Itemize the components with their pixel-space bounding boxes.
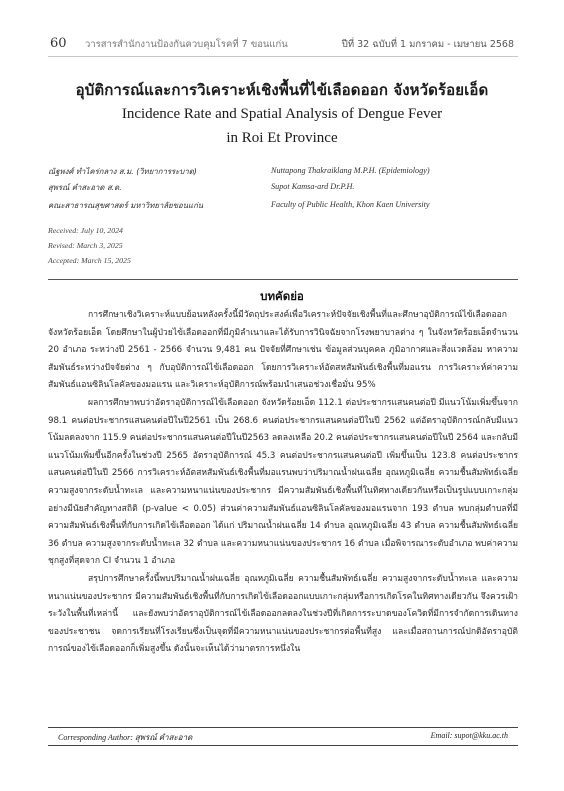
abstract-paragraph-2: ผลการศึกษาพบว่าอัตราอุบัติการณ์ไข้เลือดออก จังหวัดร้อยเอ็ด 112.1 ต่อประชากรแสนคนต่อปี มีแนวโน้มเพิ่มขึ้นจาก 98.1 คนต่อประชากรแสนคนต่อปีในปี2561 เป็น 268.6 คนต่อประชากรแสนคนต่อปีในปี 2562 แต่อัตราอุบัติการณ์กลับมีแนวโน้มลดลงจาก 115.9 คนต่อประชากรแสนคนต่อปีในปี2563 ลดลงเหลือ 20.2 คนต่อประชากรแสนคนต่อปีในปี 2564 และกลับมีแนวโน้มเพิ่มขึ้นอีกครั้งในช่วงปี 2565 อัตราอุบัติการณ์ 45.3 คนต่อประชากรแสนคนต่อปี เพิ่มขึ้นเป็น 123.8 คนต่อประชากรแสนคนต่อปีในปี 2566 การวิเคราะห์อัตสหสัมพันธ์เชิงพื้นที่มอแรนพบว่าปริมาณน้ำฝนเฉลี่ย อุณหภูมิเฉลี่ย ความชื้นสัมพัทธ์เฉลี่ย ความสูงจากระดับน้ำทะเล และความหนาแน่นของประชากร มีความสัมพันธ์เชิงพื้นที่ในทิศทางเดียวกันหรือเป็นรูปแบบเกาะกลุ่มอย่างมีนัยสำคัญทางสถิติ (p-value < 0.05) ส่วนค่าความสัมพันธ์แอนซิลินโลคัลของมอแรนจาก 193 ตำบล พบกลุ่มตำบลที่มีความสัมพันธ์เชิงพื้นที่กับการเกิดไข้เลือดออก ได้แก่ ปริมาณน้ำฝนเฉลี่ย 14 ตำบล อุณหภูมิเฉลี่ย 43 ตำบล ความชื้นสัมพัทธ์เฉลี่ย 36 ตำบล ความสูงจากระดับน้ำทะเล 32 ตำบล และความหนาแน่นของประชากร 16 ตำบล เมื่อพิจารณาระดับอำเภอ พบค่าความชุกสูงที่สุดจาก CI จำนวน 1 อำเภอ <box>48 397 518 567</box>
abstract-body <box>48 307 518 659</box>
received-date: Received: July 10, 2024 <box>48 226 123 235</box>
corresponding-author: Corresponding Author: สุพรณ์ คำสะอาด <box>58 733 193 742</box>
page-number: 60 <box>50 36 67 51</box>
journal-issue: ปีที่ 32 ฉบับที่ 1 มกราคม - เมษายน 2568 <box>341 39 514 50</box>
abstract-divider <box>48 279 518 280</box>
revised-date: Revised: March 3, 2025 <box>48 241 123 250</box>
title-english-line1: Incidence Rate and Spatial Analysis of Dengue Fever <box>121 106 443 122</box>
abstract-paragraph-3: สรุปการศึกษาครั้งนี้พบปริมาณน้ำฝนเฉลี่ย อุณหภูมิเฉลี่ย ความชื้นสัมพัทธ์เฉลี่ย ความสูงจากระดับน้ำทะเล และความหนาแน่นของประชากร มีความสัมพันธ์เชิงพื้นที่กับการเกิดไข้เลือดออกแบบเกาะกลุ่มหรือการเกิดโรคในทิศทางเดียวกัน จึงควรเฝ้าระวังในพื้นที่เหล่านี้ และยังพบว่าอัตราอุบัติการณ์ไข้เลือดออกลดลงในช่วงปีที่เกิดการระบาดของโควิดที่มีการจำกัดการเดินทางของประชาชน จดการเรียนที่โรงเรียนซึ่งเป็นจุดที่มีความหนาแน่นของประชากรต่อพื้นที่สูง และเมื่อสถานการณ์ปกติอัตราอุบัติการณ์ของไข้เลือดออกก็เพิ่มสูงขึ้น ดังนั้นจะเห็นได้ว่ามาตรการหนึ่งใน <box>48 573 518 655</box>
title-english-line2: in Roi Et Province <box>226 130 338 146</box>
title-thai: อุบัติการณ์และการวิเคราะห์เชิงพื้นที่ไข้เลือดออก จังหวัดร้อยเอ็ด <box>75 81 489 99</box>
author-english-1: Nuttapong Thakraiklang M.P.H. (Epidemiology) <box>271 166 430 175</box>
header-divider <box>48 56 518 57</box>
abstract-heading: บทคัดย่อ <box>260 289 304 303</box>
abstract-paragraph-1: การศึกษาเชิงวิเคราะห์แบบย้อนหลังครั้งนี้มีวัตถุประสงค์เพื่อวิเคราะห์ปัจจัยเชิงพื้นที่และศึกษาอุบัติการณ์ไข้เลือดออก จังหวัดร้อยเอ็ด โดยศึกษาในผู้ป่วยไข้เลือดออกที่มีภูมิลำเนาและได้รับการวินิจฉัยจากโรงพยาบาลต่าง ๆ ในจังหวัดร้อยเอ็ดจำนวน 20 อำเภอ ระหว่างปี 2561 - 2566 จำนวน 9,481 คน ปัจจัยที่ศึกษาเช่น ข้อมูลส่วนบุคคล ภูมิอากาศและสิ่งแวดล้อม หาความสัมพันธ์ระหว่างปัจจัยต่าง ๆ กับอุบัติการณ์ไข้เลือดออก โดยการวิเคราะห์อัตสหสัมพันธ์เชิงพื้นที่มอแรน การวิเคราะห์ค่าความสัมพันธ์แอนซิลินโลคัลของมอแรน และวิเคราะห์อุบัติการณ์พร้อมนำเสนอช่วงเชื่อมั่น 95% <box>48 310 518 391</box>
affiliation-english: Faculty of Public Health, Khon Kaen University <box>271 200 430 209</box>
accepted-date: Accepted: March 15, 2025 <box>48 256 131 265</box>
title-english <box>60 102 504 150</box>
author-english-2: Supot Kamsa-ard Dr.P.H. <box>271 182 355 191</box>
journal-name: วารสารสำนักงานป้องกันควบคุมโรคที่ 7 ขอนแก่น <box>85 39 288 50</box>
author-thai-1: ณัฐพงศ์ ทำไคร่กลาง ส.ม. (วิทยาการระบาด) <box>48 167 197 176</box>
affiliation-thai: คณะสาธารณสุขศาสตร์ มหาวิทยาลัยขอนแก่น <box>48 201 204 210</box>
correspondence-box <box>48 727 518 746</box>
author-email[interactable]: Email: supot@kku.ac.th <box>430 731 508 740</box>
author-thai-2: สุพรณ์ คำสะอาด ส.ด. <box>48 183 122 192</box>
